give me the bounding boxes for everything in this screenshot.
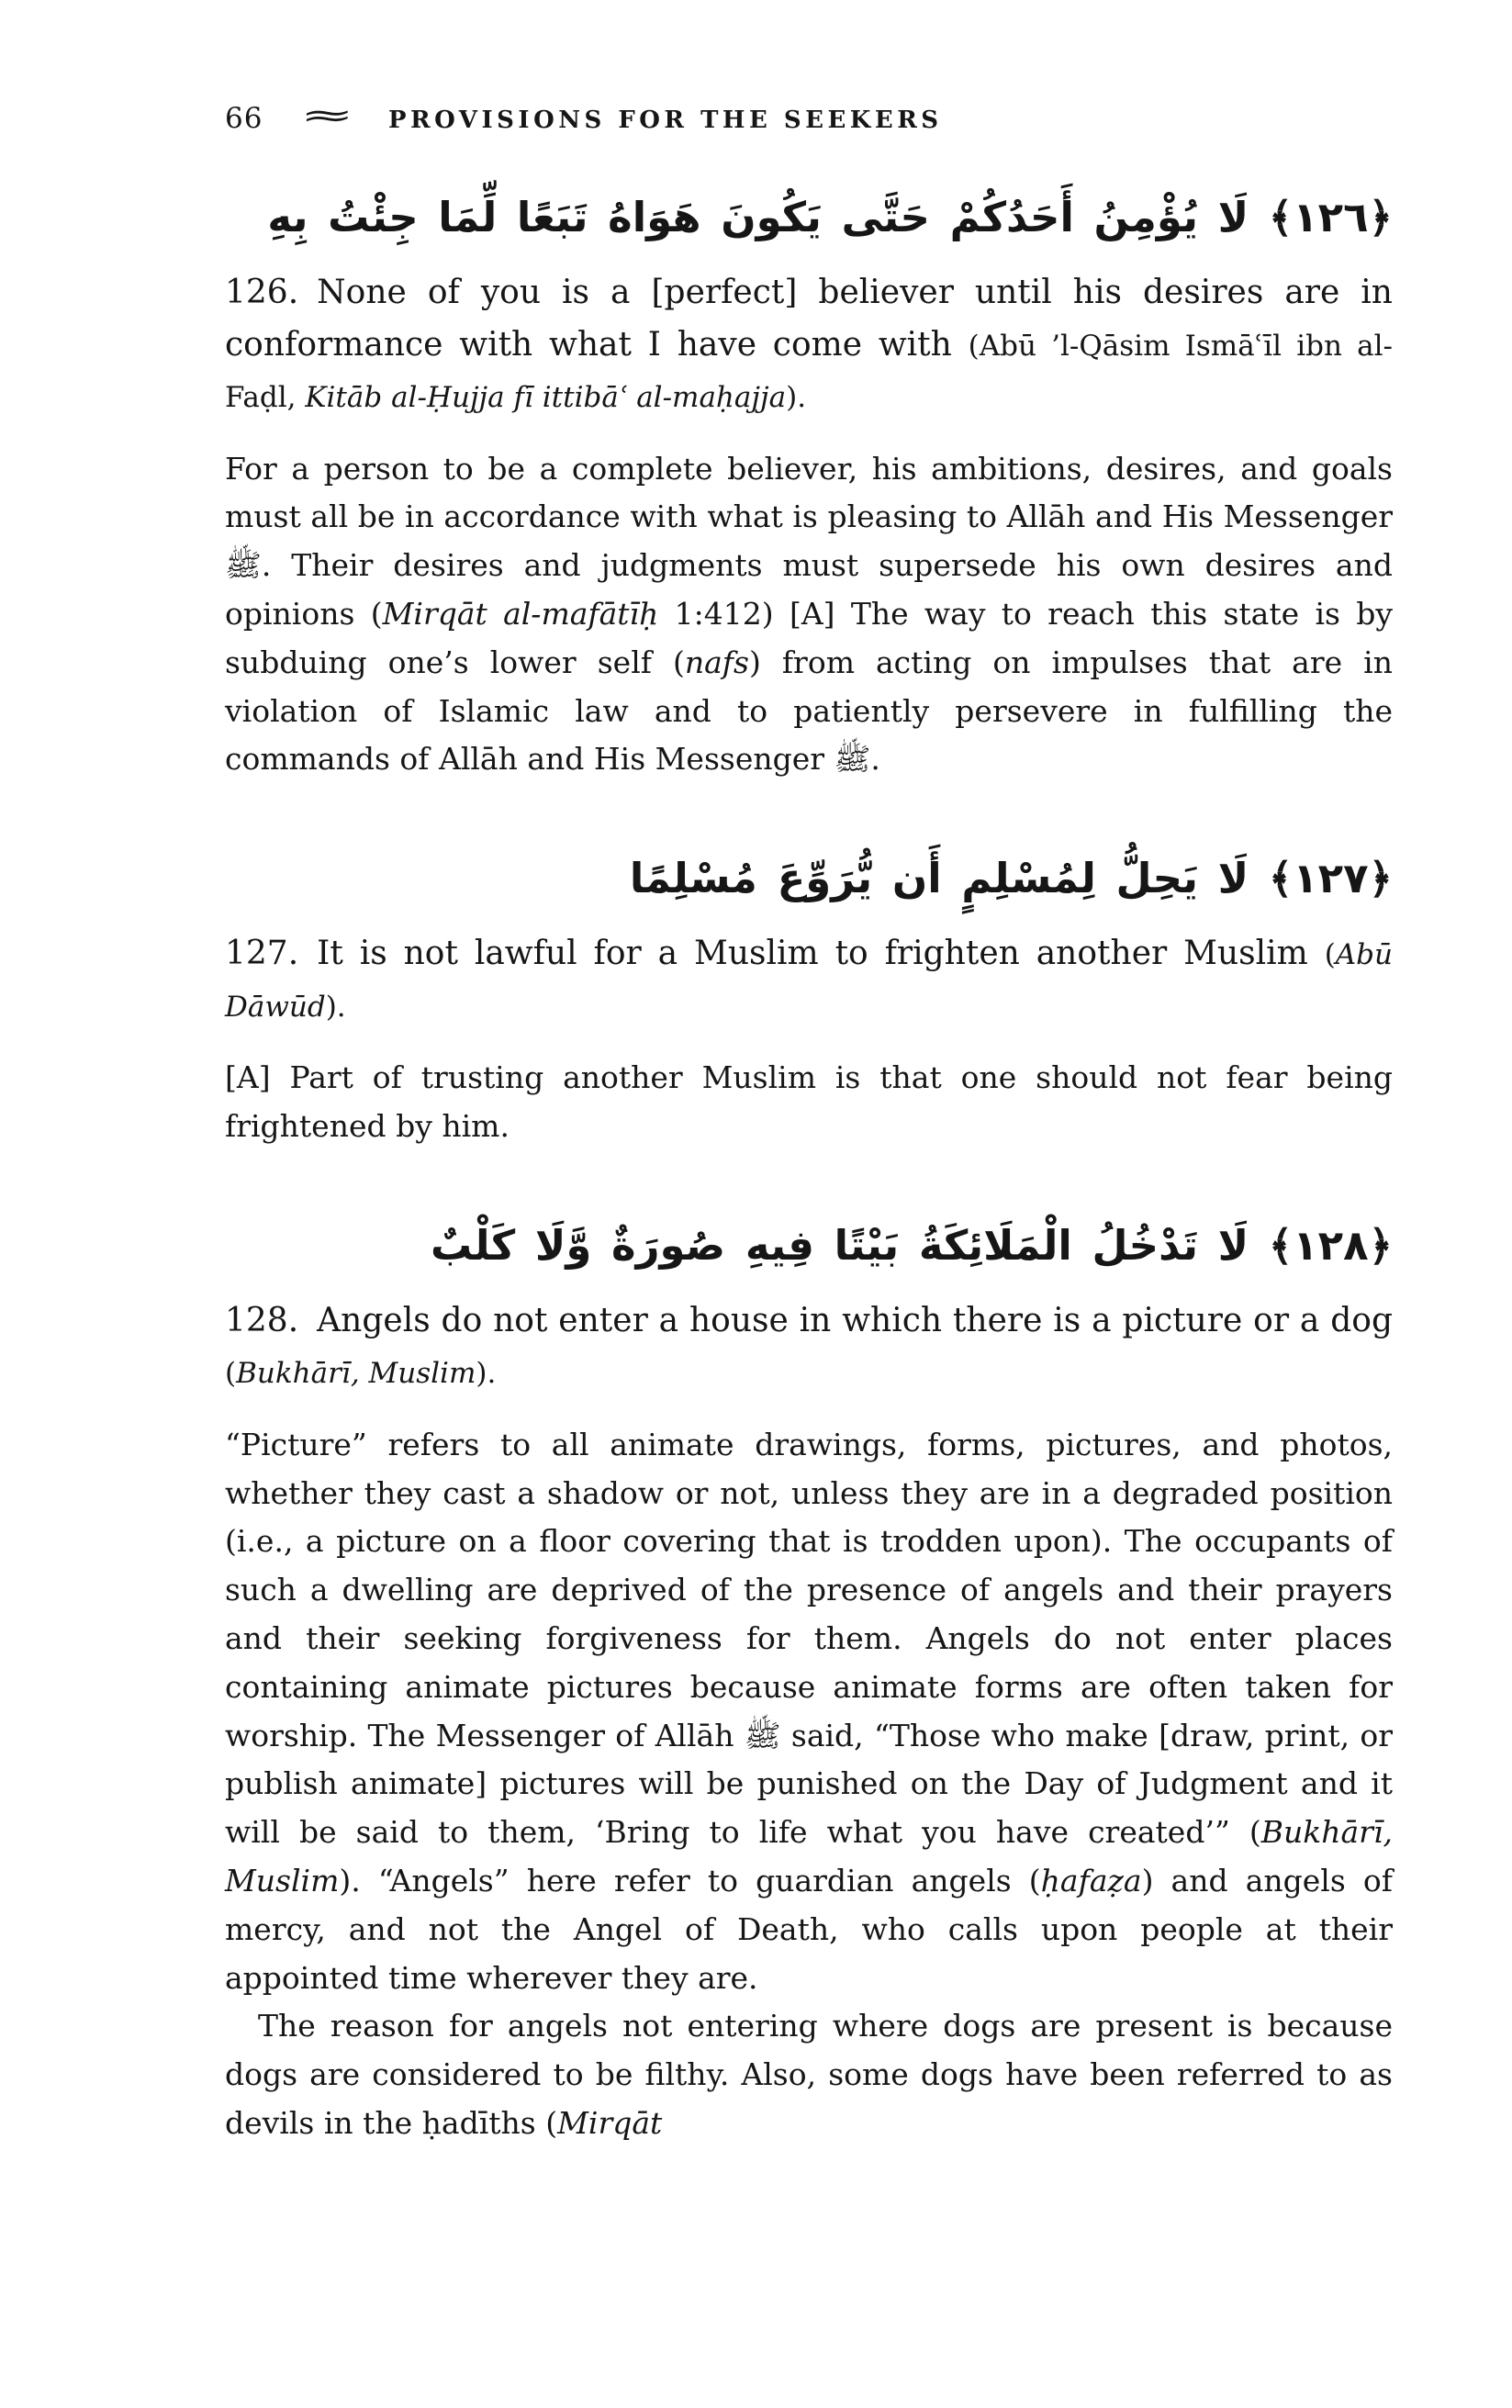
hadith-128-translation bbox=[225, 1295, 1393, 1399]
hadith-128-number: 128. bbox=[225, 1301, 299, 1339]
running-header bbox=[225, 99, 1393, 136]
hadith-entry-126 bbox=[225, 180, 1393, 784]
hadith-127-translation bbox=[225, 928, 1393, 1032]
hadith-126-translation bbox=[225, 267, 1393, 423]
hadith-127-arabic-text: ﴿١٢٧﴾ لَا يَحِلُّ لِمُسْلِمٍ أَن يُّرَوِّعَ مُسْلِمًا bbox=[629, 854, 1393, 903]
hadith-entry-127 bbox=[225, 841, 1393, 1151]
hadith-128-translation-text: Angels do not enter a house in which there is a picture or a dog (Bukhārī, Muslim). bbox=[225, 1301, 1393, 1391]
hadith-126-arabic-text: ﴿١٢٦﴾ لَا يُؤْمِنُ أَحَدُكُمْ حَتَّى يَكُونَ هَوَاهُ تَبَعًا لِّمَا جِئْتُ بِهِ bbox=[267, 193, 1393, 241]
hadith-128-arabic-text: ﴿١٢٨﴾ لَا تَدْخُلُ الْمَلَائِكَةُ بَيْتًا فِيهِ صُورَةٌ وَّلَا كَلْبٌ bbox=[431, 1220, 1393, 1270]
hadith-127-commentary: [A] Part of trusting another Muslim is that one should not fear being frightened by him. bbox=[225, 1059, 1393, 1144]
hadith-126-commentary: For a person to be a complete believer, his ambitions, desires, and goals must all be in accordance with what is pleasing to Allāh and His Messenger ﷺ. Their desires and judgments must supersede his own desires and opinions (Mirqāt al-mafātīḥ 1:412) [A] The way to reach this state is by subduing one’s lower self (nafs) from acting on impulses that are in violation of Islamic law and to patiently persevere in fulfilling the commands of Allāh and His Messenger ﷺ. bbox=[225, 450, 1393, 778]
hadith-127-number: 127. bbox=[225, 935, 299, 973]
header-swash-ornament-icon: ≈ bbox=[299, 97, 355, 134]
hadith-128-commentary-paragraph-1: “Picture” refers to all animate drawings, forms, pictures, and photos, whether they cast a shadow or not, unless they are in a degraded position (i.e., a picture on a floor covering that is trodden upon). The occupants of such a dwelling are deprived of the presence of angels and their prayers and their seeking forgiveness for them. Angels do not enter places containing animate pictures because animate forms are often taken for worship. The Messenger of Allāh ﷺ said, “Those who make [draw, print, or publish animate] pictures will be punished on the Day of Judgment and it will be said to them, ‘Bring to life what you have created’” (Bukhārī, Muslim). “Angels” here refer to guardian angels (ḥafaẓa) and angels of mercy, and not the Angel of Death, who calls upon people at their appointed time wherever they are. bbox=[225, 1426, 1393, 1996]
hadith-127-translation-text: It is not lawful for a Muslim to frighten another Muslim (Abū Dāwūd). bbox=[225, 935, 1393, 1024]
running-title: PROVISIONS FOR THE SEEKERS bbox=[387, 106, 943, 134]
hadith-126-translation-text: None of you is a [perfect] believer until his desires are in conformance with what I have come with (Abū ’l-Qāsim Ismāʿīl ibn al-Faḍl, Kitāb al-Ḥujja fī ittibāʿ al-maḥajja). bbox=[225, 274, 1394, 415]
hadith-entry-128 bbox=[225, 1208, 1393, 2148]
hadith-126-number: 126. bbox=[225, 274, 299, 311]
page-number: 66 bbox=[225, 102, 263, 135]
hadith-128-commentary-paragraph-2: The reason for angels not entering where dogs are present is because dogs are considered to be filthy. Also, some dogs have been referred to as devils in the ḥadīths (Mirqāt bbox=[225, 2008, 1393, 2141]
